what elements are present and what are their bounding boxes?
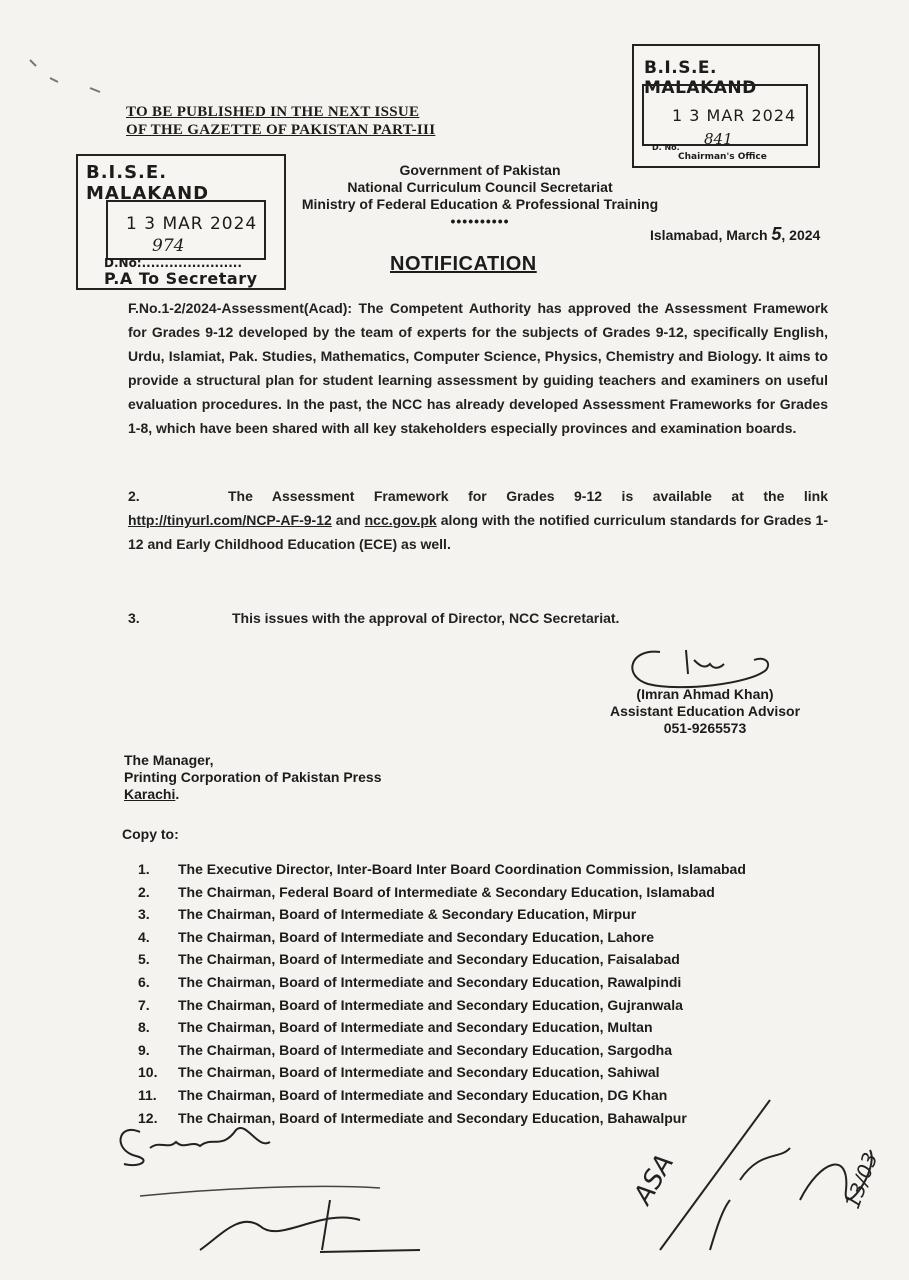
list-item: [138, 881, 778, 904]
paragraph-1-text: The Competent Authority has approved the Assessment Framework for Grades 9-12 developed by the team of experts for the subjects of Grades 9-12, specifically English, Urdu, Islamiat, Pak. Studies, Mathematics, Computer Science, Physics, Chemistry and Biology. It aims to provide a structural plan for student learning assessment by guiding teachers and examiners on useful evaluation procedures. In the past, the NCC has already developed Assessment Frameworks for Grades 1-8, which have been shared with all key stakeholders especially provinces and examination boards.: [128, 300, 829, 436]
paragraph-1: [128, 296, 828, 440]
addressee-city-suffix: .: [175, 786, 180, 802]
govt-line-1: Government of Pakistan: [399, 162, 561, 178]
handwritten-date: 13/03: [840, 1149, 883, 1212]
date-year: , 2024: [781, 227, 821, 243]
list-item-text: The Chairman, Board of Intermediate and Secondary Education, Gujranwala: [178, 996, 683, 1013]
list-item-text: The Chairman, Board of Intermediate and Secondary Education, Sahiwal: [178, 1064, 660, 1081]
signature-mark: [600, 640, 780, 690]
gazette-line-2: OF THE GAZETTE OF PAKISTAN PART-III: [126, 122, 436, 138]
paragraph-2: [128, 484, 828, 556]
list-item-number: 5.: [138, 951, 150, 968]
stamp-dno-label: D.No:......................: [104, 256, 242, 270]
signatory-block: [600, 686, 810, 737]
govt-line-2: National Curriculum Council Secretariat: [347, 179, 613, 195]
list-item-text: The Chairman, Board of Intermediate and Secondary Education, Bahawalpur: [178, 1109, 687, 1126]
list-item-number: 8.: [138, 1019, 150, 1036]
handwritten-asa: ASA: [628, 1149, 681, 1210]
list-item: [138, 926, 778, 949]
paragraph-3: [128, 606, 828, 630]
list-item: [138, 1084, 778, 1107]
stamp-title: B.I.S.E. MALAKAND: [644, 58, 757, 98]
list-item: [138, 948, 778, 971]
date-prefix: Islamabad, March: [650, 227, 772, 243]
paragraph-3-text: This issues with the approval of Director, NCC Secretariat.: [232, 610, 620, 626]
list-item: [138, 994, 778, 1017]
list-item-number: 10.: [138, 1064, 158, 1081]
list-item-text: The Chairman, Board of Intermediate and Secondary Education, Faisalabad: [178, 951, 680, 968]
paragraph-number: 3.: [128, 610, 140, 626]
list-item: [138, 1061, 778, 1084]
framework-link[interactable]: http://tinyurl.com/NCP-AF-9-12: [128, 512, 332, 528]
list-item-number: 1.: [138, 861, 150, 877]
stamp-office: Chairman's Office: [678, 152, 767, 162]
list-item-number: 3.: [138, 906, 150, 923]
date-day: 5: [771, 224, 782, 244]
signatory-designation: Assistant Education Advisor: [609, 703, 801, 719]
copy-to-list: [138, 858, 778, 1129]
stamp-title: B.I.S.E. MALAKAND: [86, 162, 210, 204]
addressee-block: [124, 752, 382, 803]
stamp-dno-label: D. No.: [652, 143, 680, 152]
copy-to-label: Copy to:: [122, 826, 179, 842]
list-item-text: The Chairman, Board of Intermediate & Secondary Education, Mirpur: [178, 906, 637, 923]
receipt-stamp-secretary: [76, 154, 286, 290]
list-item: [138, 1039, 778, 1062]
stamp-dno-value: 974: [152, 236, 185, 256]
list-item-number: 6.: [138, 973, 150, 990]
stamp-date: 1 3 MAR 2024: [672, 106, 797, 125]
separator-stars: ••••••••••: [450, 213, 510, 229]
list-item-text: The Executive Director, Inter-Board Inter Board Coordination Commission, Islamabad: [178, 861, 746, 877]
list-item-text: The Chairman, Board of Intermediate and Secondary Education, Sargodha: [178, 1041, 672, 1058]
list-item: [138, 858, 778, 881]
list-item-number: 12.: [138, 1109, 158, 1126]
gazette-line-1: TO BE PUBLISHED IN THE NEXT ISSUE: [126, 104, 420, 120]
addressee-city: Karachi: [124, 786, 176, 802]
paragraph-2-and: and: [331, 512, 365, 528]
addressee-line-2: Printing Corporation of Pakistan Press: [124, 769, 382, 785]
list-item-text: The Chairman, Federal Board of Intermediate & Secondary Education, Islamabad: [178, 883, 715, 900]
govt-line-3: Ministry of Federal Education & Professional Training: [301, 196, 659, 212]
list-item: [138, 971, 778, 994]
ncc-website-link[interactable]: ncc.gov.pk: [364, 512, 437, 528]
list-item-text: The Chairman, Board of Intermediate and Secondary Education, Lahore: [178, 928, 655, 945]
addressee-line-3: [124, 786, 382, 803]
list-item-text: The Chairman, Board of Intermediate and Secondary Education, DG Khan: [178, 1086, 668, 1103]
receipt-stamp-chairman: [632, 44, 820, 168]
paragraph-2-text-a: The Assessment Framework for Grades 9-12 is available at the link: [228, 488, 828, 504]
list-item: [138, 1016, 778, 1039]
paragraph-2-text-b: along with the notified curriculum standards for Grades 1-12 and Early Childhood Education (ECE) as well.: [128, 512, 828, 552]
list-item-number: 7.: [138, 996, 150, 1013]
document-title: NOTIFICATION: [390, 253, 537, 275]
gazette-heading: [126, 103, 435, 139]
place-and-date: [650, 224, 820, 245]
list-item-number: 4.: [138, 928, 150, 945]
list-item-number: 9.: [138, 1041, 150, 1058]
stamp-date: 1 3 MAR 2024: [126, 214, 258, 234]
stamp-dno-value: 841: [704, 130, 733, 148]
signatory-phone: 051-9265573: [663, 720, 747, 736]
list-item: [138, 1107, 778, 1130]
list-item-text: The Chairman, Board of Intermediate and Secondary Education, Multan: [178, 1019, 653, 1036]
file-reference: F.No.1-2/2024-Assessment(Acad):: [128, 300, 353, 316]
addressee-line-1: The Manager,: [124, 752, 214, 768]
list-item: [138, 903, 778, 926]
signatory-name: (Imran Ahmad Khan): [636, 686, 774, 702]
list-item-number: 11.: [138, 1086, 157, 1103]
stamp-office: P.A To Secretary: [104, 269, 258, 288]
list-item-text: The Chairman, Board of Intermediate and Secondary Education, Rawalpindi: [178, 973, 682, 990]
issuing-authority: [300, 162, 660, 230]
list-item-number: 2.: [138, 883, 150, 900]
paragraph-number: 2.: [128, 488, 140, 504]
